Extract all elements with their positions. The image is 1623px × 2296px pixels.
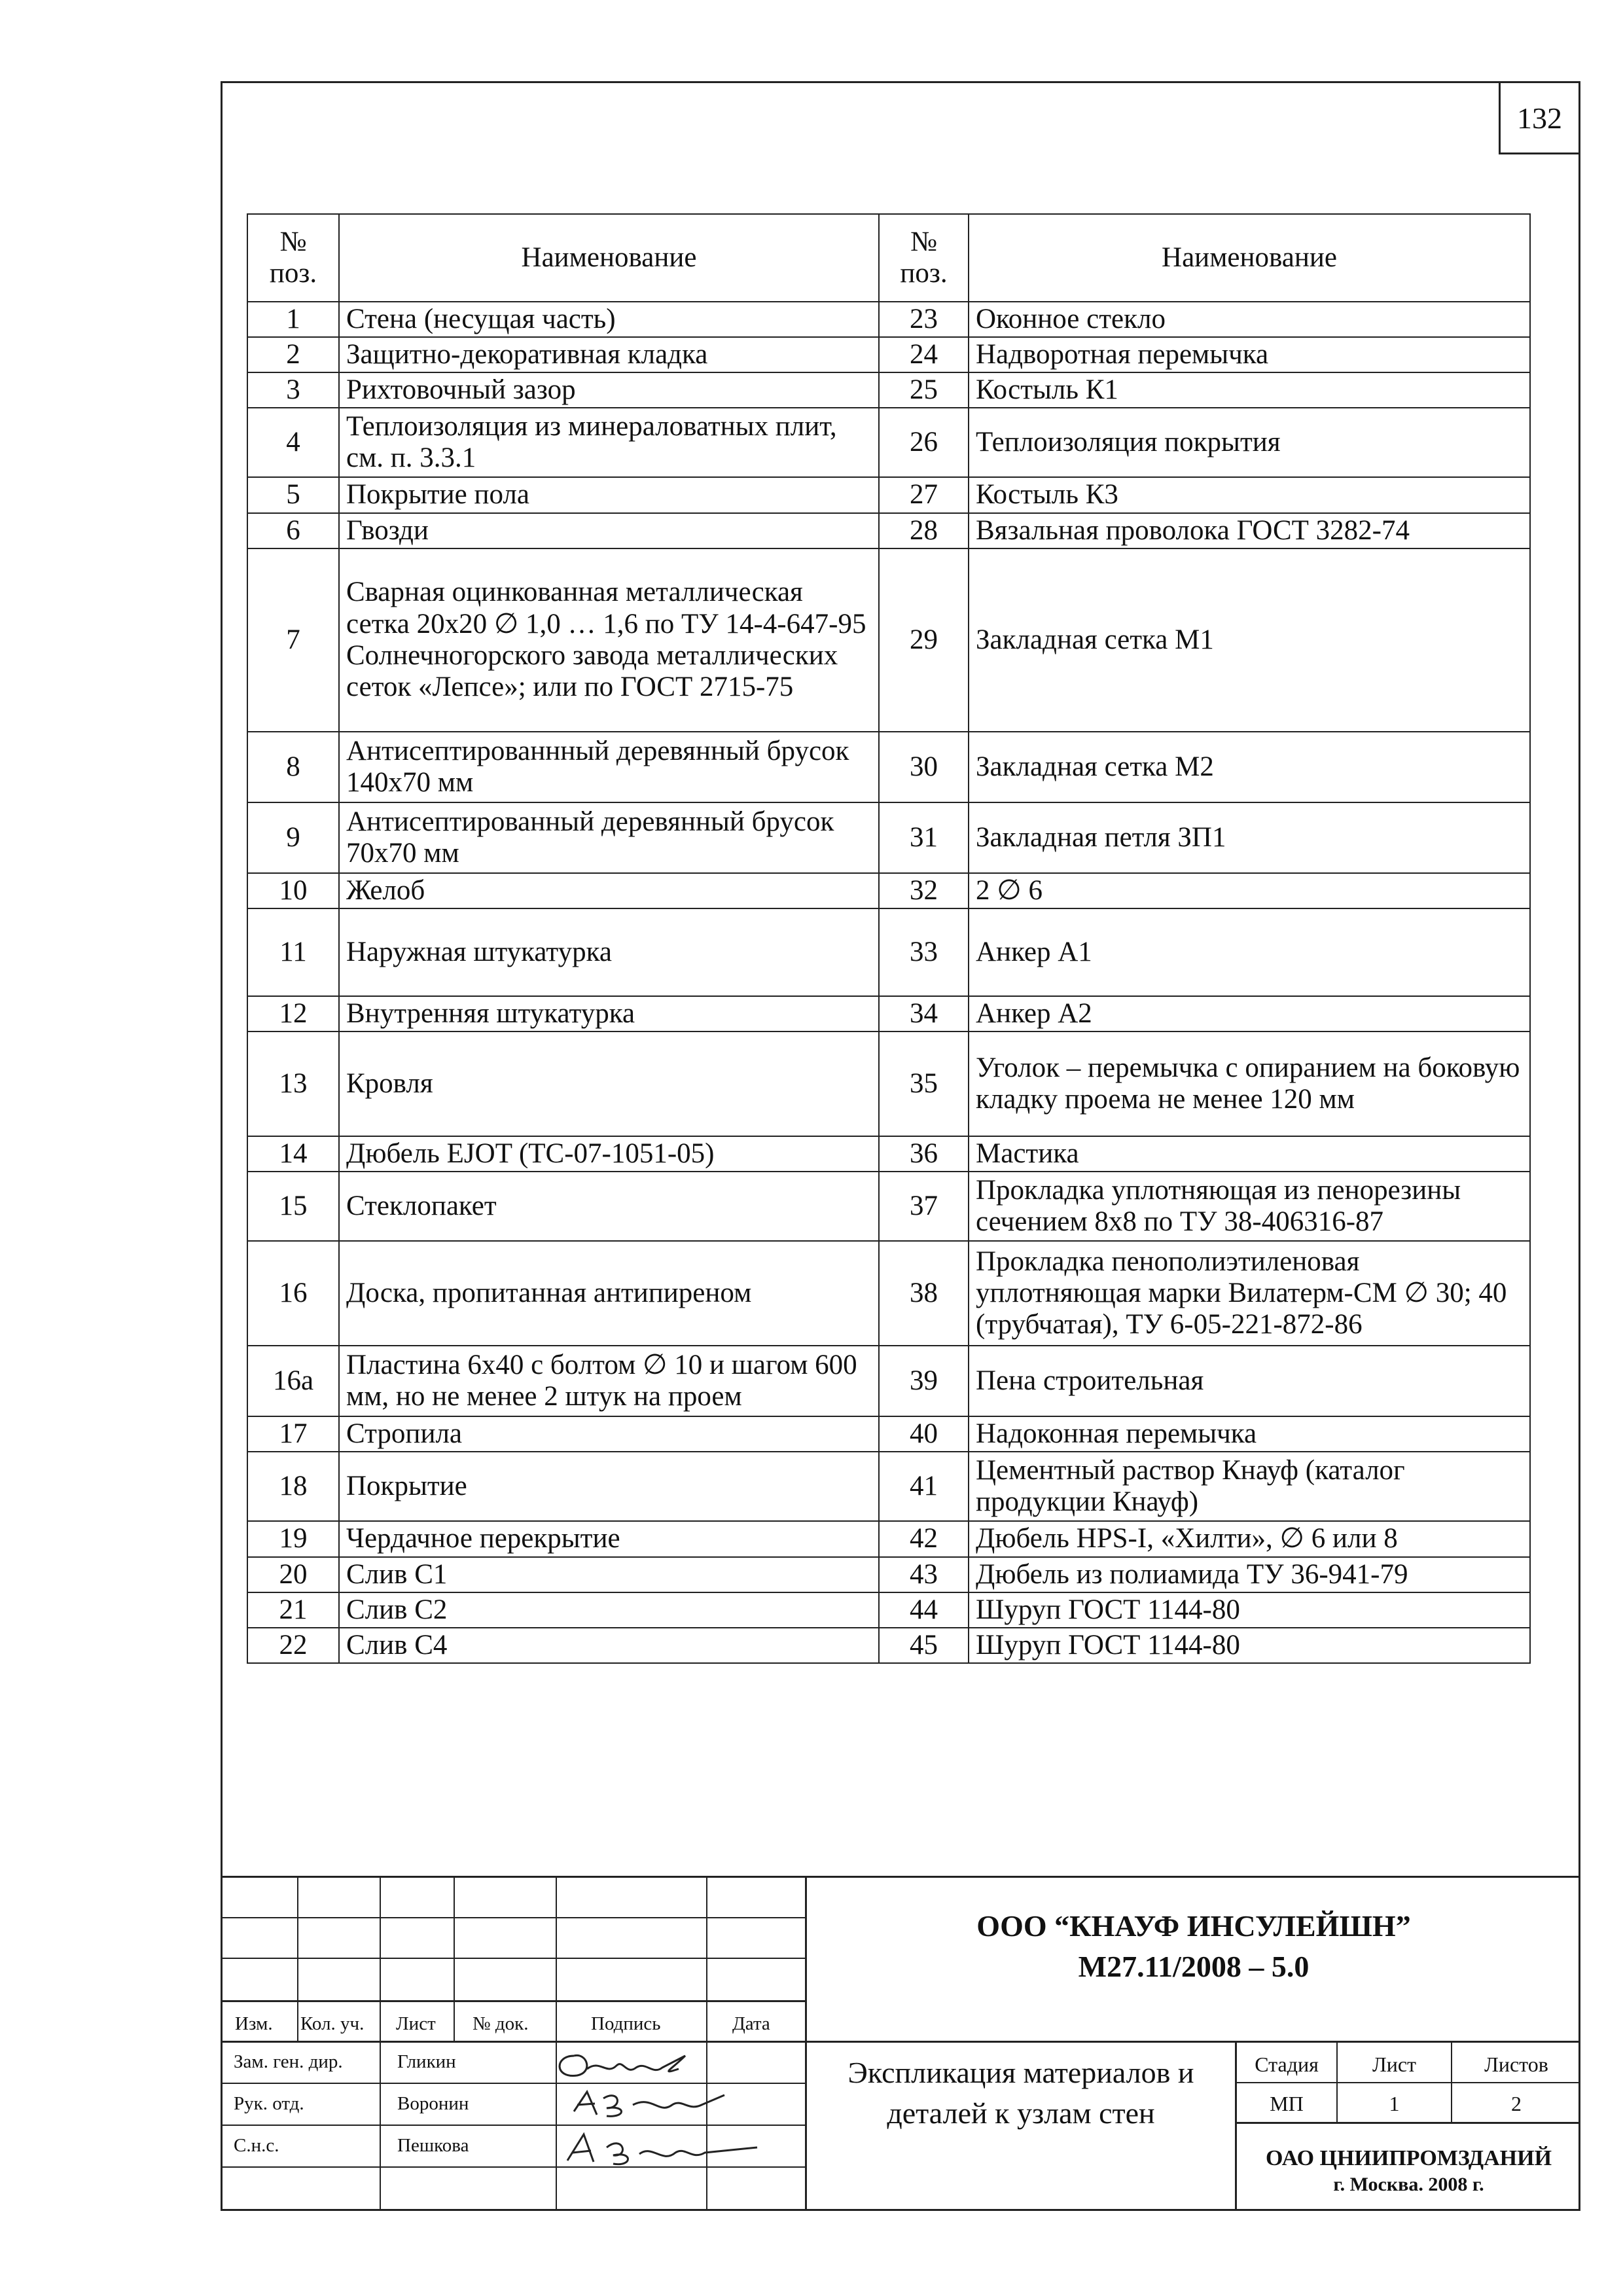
table-row — [247, 1628, 1530, 1663]
table-row — [247, 302, 1530, 337]
item-number: 45 — [879, 1628, 969, 1663]
item-number: 33 — [879, 908, 969, 996]
item-name: Надворотная перемычка — [969, 337, 1530, 372]
table-row — [247, 1592, 1530, 1628]
col-header-num: № поз. — [879, 214, 969, 302]
item-name: Шуруп ГОСТ 1144-80 — [969, 1628, 1530, 1663]
item-name: Внутренняя штукатурка — [339, 996, 879, 1031]
table-row — [247, 1416, 1530, 1452]
item-name: Прокладка уплотняющая из пенорезины сечением 8х8 по ТУ 38-406316-87 — [969, 1172, 1530, 1241]
item-number: 19 — [247, 1521, 339, 1556]
item-number: 1 — [247, 302, 339, 337]
item-name: Мастика — [969, 1136, 1530, 1172]
table-row — [247, 477, 1530, 512]
item-name: Покрытие — [339, 1452, 879, 1521]
item-number: 18 — [247, 1452, 339, 1521]
role-2: Рук. отд. — [234, 2093, 304, 2114]
signatures-image — [548, 2043, 810, 2174]
item-name: Уголок – перемычка с опиранием на боковую кладку проема не менее 120 мм — [969, 1031, 1530, 1136]
item-number: 8 — [247, 732, 339, 802]
item-number: 41 — [879, 1452, 969, 1521]
table-row — [247, 1346, 1530, 1416]
item-number: 42 — [879, 1521, 969, 1556]
table-row — [247, 802, 1530, 873]
item-name: Костыль К1 — [969, 372, 1530, 408]
table-row — [247, 732, 1530, 802]
table-row — [247, 1452, 1530, 1521]
role-3: С.н.с. — [234, 2135, 279, 2156]
table-row — [247, 337, 1530, 372]
item-name: Защитно-декоративная кладка — [339, 337, 879, 372]
table-row — [247, 513, 1530, 548]
role-1: Зам. ген. дир. — [234, 2051, 343, 2072]
item-number: 11 — [247, 908, 339, 996]
item-name: Анкер А2 — [969, 996, 1530, 1031]
document-code: М27.11/2008 – 5.0 — [1078, 1950, 1310, 1983]
name-1: Гликин — [397, 2051, 456, 2072]
item-name: Прокладка пенополиэтиленовая уплотняющая марки Вилатерм-СМ ∅ 30; 40 (трубчатая), ТУ 6-05-221-872-86 — [969, 1241, 1530, 1346]
item-number: 2 — [247, 337, 339, 372]
item-name: Теплоизоляция из минераловатных плит, см. п. 3.3.1 — [339, 408, 879, 477]
item-name: Доска, пропитанная антипиреном — [339, 1241, 879, 1346]
item-name: Слив С1 — [339, 1557, 879, 1592]
item-number: 14 — [247, 1136, 339, 1172]
item-name: Анкер А1 — [969, 908, 1530, 996]
item-number: 37 — [879, 1172, 969, 1241]
sheet-value: 1 — [1389, 2092, 1400, 2115]
item-number: 6 — [247, 513, 339, 548]
table-row — [247, 873, 1530, 908]
item-number: 43 — [879, 1557, 969, 1592]
col-izm: Изм. — [235, 2013, 273, 2034]
item-number: 39 — [879, 1346, 969, 1416]
item-name: Дюбель HPS-I, «Хилти», ∅ 6 или 8 — [969, 1521, 1530, 1556]
table-row — [247, 408, 1530, 477]
item-number: 40 — [879, 1416, 969, 1452]
item-name: Надоконная перемычка — [969, 1416, 1530, 1452]
sheet-label: Лист — [1372, 2053, 1416, 2076]
company-name: ООО “КНАУФ ИНСУЛЕЙШН” — [976, 1909, 1411, 1943]
item-number: 7 — [247, 548, 339, 732]
item-number: 16а — [247, 1346, 339, 1416]
table-row — [247, 1521, 1530, 1556]
item-name: Желоб — [339, 873, 879, 908]
item-name: Стеклопакет — [339, 1172, 879, 1241]
item-number: 16 — [247, 1241, 339, 1346]
item-name: Стена (несущая часть) — [339, 302, 879, 337]
item-name: Кровля — [339, 1031, 879, 1136]
item-number: 5 — [247, 477, 339, 512]
item-name: Дюбель EJOT (ТС-07-1051-05) — [339, 1136, 879, 1172]
item-name: Чердачное перекрытие — [339, 1521, 879, 1556]
col-list: Лист — [396, 2013, 436, 2034]
item-name: Закладная сетка М2 — [969, 732, 1530, 802]
item-name: Закладная сетка М1 — [969, 548, 1530, 732]
table-row — [247, 1241, 1530, 1346]
item-name: Пластина 6х40 с болтом ∅ 10 и шагом 600 мм, но не менее 2 штук на проем — [339, 1346, 879, 1416]
item-number: 28 — [879, 513, 969, 548]
col-doc: № док. — [473, 2013, 529, 2034]
item-number: 22 — [247, 1628, 339, 1663]
item-name: Закладная петля ЗП1 — [969, 802, 1530, 873]
table-row — [247, 1136, 1530, 1172]
item-name: Покрытие пола — [339, 477, 879, 512]
item-number: 23 — [879, 302, 969, 337]
item-name: Сварная оцинкованная металлическая сетка 20х20 ∅ 1,0 … 1,6 по ТУ 14-4-647-95 Солнечногорского завода металлических сеток «Лепсе»; или по ГОСТ 2715-75 — [339, 548, 879, 732]
col-kol-uch: Кол. уч. — [300, 2013, 365, 2034]
stage-value: МП — [1270, 2092, 1304, 2115]
organization-city: г. Москва. 2008 г. — [1333, 2174, 1484, 2195]
name-2: Воронин — [397, 2093, 469, 2114]
item-name: Пена строительная — [969, 1346, 1530, 1416]
item-number: 27 — [879, 477, 969, 512]
item-number: 10 — [247, 873, 339, 908]
item-name: Шуруп ГОСТ 1144-80 — [969, 1592, 1530, 1628]
item-number: 26 — [879, 408, 969, 477]
stage-label: Стадия — [1255, 2053, 1319, 2076]
item-name: Костыль К3 — [969, 477, 1530, 512]
item-name: Антисептированнный деревянный брусок 140х70 мм — [339, 732, 879, 802]
item-name: Стропила — [339, 1416, 879, 1452]
item-number: 15 — [247, 1172, 339, 1241]
table-row — [247, 1557, 1530, 1592]
item-name: Цементный раствор Кнауф (каталог продукции Кнауф) — [969, 1452, 1530, 1521]
table-row — [247, 996, 1530, 1031]
item-number: 35 — [879, 1031, 969, 1136]
table-header-row — [247, 214, 1530, 302]
item-name: Рихтовочный зазор — [339, 372, 879, 408]
item-number: 12 — [247, 996, 339, 1031]
document-title: Экспликация материалов и деталей к узлам стен — [847, 2056, 1194, 2130]
table-row — [247, 908, 1530, 996]
item-name: Вязальная проволока ГОСТ 3282-74 — [969, 513, 1530, 548]
item-number: 31 — [879, 802, 969, 873]
item-number: 13 — [247, 1031, 339, 1136]
item-number: 20 — [247, 1557, 339, 1592]
col-header-name: Наименование — [339, 214, 879, 302]
sheets-label: Листов — [1484, 2053, 1548, 2076]
item-number: 32 — [879, 873, 969, 908]
item-number: 44 — [879, 1592, 969, 1628]
table-row — [247, 1172, 1530, 1241]
table-row — [247, 1031, 1530, 1136]
name-3: Пешкова — [397, 2135, 469, 2156]
col-sign: Подпись — [591, 2013, 661, 2034]
item-number: 17 — [247, 1416, 339, 1452]
table-row — [247, 548, 1530, 732]
item-name: Слив С2 — [339, 1592, 879, 1628]
item-name: Слив С4 — [339, 1628, 879, 1663]
item-number: 25 — [879, 372, 969, 408]
item-name: Антисептированный деревянный брусок 70х70 мм — [339, 802, 879, 873]
item-name: 2 ∅ 6 — [969, 873, 1530, 908]
item-number: 36 — [879, 1136, 969, 1172]
col-header-num: № поз. — [247, 214, 339, 302]
item-number: 3 — [247, 372, 339, 408]
item-number: 24 — [879, 337, 969, 372]
col-date: Дата — [732, 2013, 770, 2034]
page-number: 132 — [1499, 81, 1580, 154]
item-number: 29 — [879, 548, 969, 732]
item-name: Теплоизоляция покрытия — [969, 408, 1530, 477]
item-name: Гвозди — [339, 513, 879, 548]
item-name: Оконное стекло — [969, 302, 1530, 337]
item-number: 30 — [879, 732, 969, 802]
item-number: 34 — [879, 996, 969, 1031]
sheets-value: 2 — [1511, 2092, 1522, 2115]
col-header-name: Наименование — [969, 214, 1530, 302]
item-number: 38 — [879, 1241, 969, 1346]
title-block — [221, 1876, 1580, 2211]
item-name: Дюбель из полиамида ТУ 36-941-79 — [969, 1557, 1530, 1592]
item-number: 4 — [247, 408, 339, 477]
item-number: 21 — [247, 1592, 339, 1628]
table-row — [247, 372, 1530, 408]
organization-name: ОАО ЦНИИПРОМЗДАНИЙ — [1265, 2146, 1552, 2170]
item-name: Наружная штукатурка — [339, 908, 879, 996]
item-number: 9 — [247, 802, 339, 873]
materials-table — [247, 213, 1531, 1664]
